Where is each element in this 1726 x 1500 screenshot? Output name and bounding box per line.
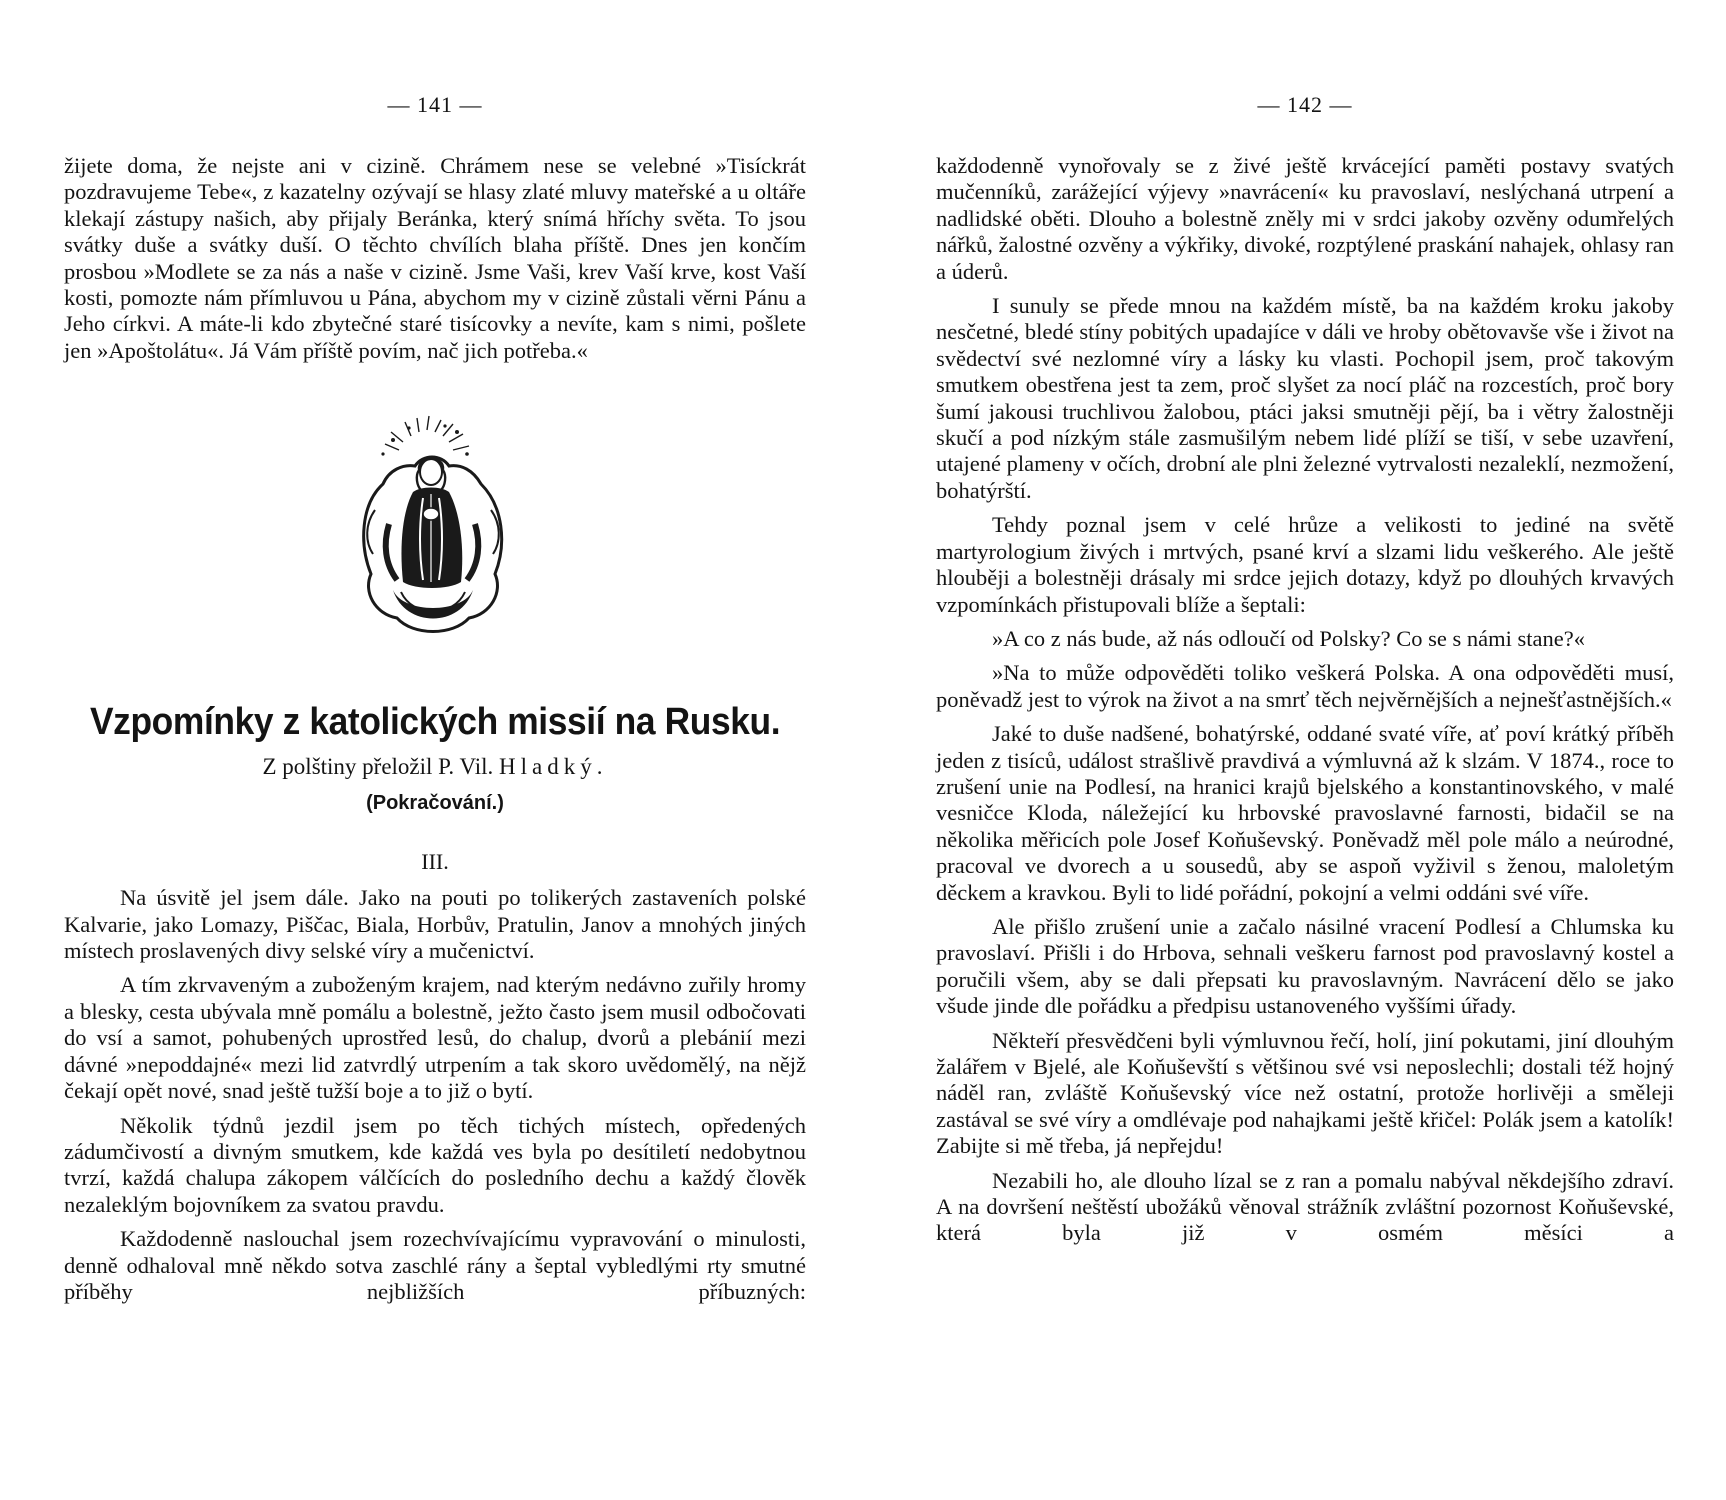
translator-name: Hladký. xyxy=(499,754,608,780)
paragraph: Na úsvitě jel jsem dále. Jako na pouti po tolikerých zastaveních polské Kalvarie, jako Lomazy, Piščac, Biala, Horbův, Pratulin, Janov a mnohých jiných místech proslavených divy selské víry a mučenictví. xyxy=(64,885,806,964)
madonna-icon xyxy=(353,414,513,644)
paragraph: Tehdy poznal jsem v celé hrůze a velikosti to jediné na světě martyrologium živých i mrtvých, psané krví a slzami lidu veškerého. Ale ještě hlouběji a bolestněji drásaly mi srdce jejich dotazy, když po dlouhých krvavých vzpomínkách přistupovali blíže a šeptali: xyxy=(936,512,1674,617)
paragraph: »A co z nás bude, až nás odloučí od Polsky? Co se s námi stane?« xyxy=(992,625,1586,651)
page-number: — 142 — xyxy=(1257,92,1353,117)
right-page-body xyxy=(936,153,1674,1247)
paragraph: Jaké to duše nadšené, bohatýrské, oddané svaté víře, ať poví krátký příběh jeden z tisíců, událost strašlivě pravdivá a výmluvná až k slzám. V 1874., roce to zrušení unie na Podlesí, na hranici krajů bjelského a konstantinovského, v malé vesničce Kloda, náležející ku hrbovské pravoslavné farnosti, bidačil se na několika měřicích pole Josef Koňuševský. Poněvadž měl pole málo a neúrodné, pracoval ve dvorech a u sousedů, aby se aspoň vyživil s ženou, maloletým děckem a kravkou. Byli to lidé pořádní, pokojní a velmi oddáni své víře. xyxy=(936,721,1674,905)
byline-prefix: Z polštiny přeložil P. Vil. xyxy=(262,754,494,780)
paragraph: »Na to může odpověděti toliko veškerá Polska. A ona odpověděti musí, poněvadž jest to výrok na život a na smrť těch nejvěrnějších a nejnešťastnějších.« xyxy=(936,660,1674,712)
continuation-note: (Pokračování.) xyxy=(366,792,504,815)
paragraph: A tím zkrvaveným a zuboženým krajem, nad kterým nedávno zuřily hromy a blesky, cesta ubývala mně pomálu a bolestně, ježto často jsem musil odbočovati do vsí a samot, pohubených uprostřed lesů, do chalup, dvorů a plebánií mezi dávné »nepoddajné« mezi lid zatvrdlý utrpením a tak skoro uvědomělý, na nějž čekají opět nové, snad ještě tužší boje a to již o bytí. xyxy=(64,972,806,1104)
paragraph: Několik týdnů jezdil jsem po těch tichých místech, opředených zádumčivostí a divným smutkem, kde každá ves byla po desítiletí nedobytnou tvrzí, každá chalupa zákopem válčících do posledního dechu a každý člověk nezaleklým bojovníkem za svatou pravdu. xyxy=(64,1112,806,1217)
paragraph: Ale přišlo zrušení unie a začalo násilné vracení Podlesí a Chlumska ku pravoslaví. Přišli i do Hrbova, sehnali veškeru farnost pod pravoslavný kostel a poručili všem, aby se dali přepsati ku pravoslavným. Navrácení dělo se jako všude jinde dle pořádku a předpisu ustanoveného vyššími úřady. xyxy=(936,913,1674,1019)
translator-byline xyxy=(64,754,806,780)
left-page-body xyxy=(64,153,806,1305)
article-title: Vzpomínky z katolických missií na Rusku. xyxy=(89,701,781,744)
paragraph: Nezabili ho, ale dlouho lízal se z ran a pomalu nabýval někdejšího zdraví. A na dovršení neštěstí ubožáků věnoval strážník zvláštní pozornost Koňuševské, která byla již v osmém měsíci a xyxy=(936,1167,1674,1246)
paragraph: I sunuly se přede mnou na každém místě, ba na každém kroku jakoby nesčetné, bledé stíny pobitých upadajíce v dáli ve hroby obětovavše vše i život na svědectví své nezlomné víry a lásky ku vlasti. Pochopil jsem, proč takovým smutkem obestřena jest ta zem, proč slyšet za nocí pláč na rozcestích, proč bory šumí jakousi truchlivou žalobou, ptáci jaksi smutněji pějí, ba i větry žalostněji skučí a pod nízkým stále zasmušilým nebem lidé plíží se tiší, v sebe uzavření, utajené plameny v očích, drobní ale plni železné vytrvalosti nezaleklí, nezmožení, bohatýrští. xyxy=(936,293,1674,503)
section-number: III. xyxy=(421,849,449,875)
paragraph: Každodenně naslouchal jsem rozechvívajícímu vypravování o minulosti, denně odhaloval mně někdo sotva zaschlé rány a šeptal vybledlými rty smutné příběhy nejbližších příbuzných: xyxy=(64,1226,806,1304)
madonna-illustration xyxy=(353,414,513,644)
paragraph: Někteří přesvědčeni byli výmluvnou řečí, holí, jiní pokutami, jiní dlouhým žalářem v Bjelé, ale Koňuševští s většinou své vsi neposlechli; dostali též hojný náděl ran, zvláště Koňuševský více než ostatní, protože horlivěji a směleji zastával se své víry a omdlévaje pod nahajkami ještě křičel: Polák jsem a katolík! Zabijte si mě třeba, já nepřejdu! xyxy=(936,1027,1674,1159)
page-number: — 141 — xyxy=(387,92,483,117)
intro-paragraph: žijete doma, že nejste ani v cizině. Chrámem nese se velebné »Tisíckrát pozdravujeme Tebe«, z kazatelny ozývají se hlasy zlaté mluvy mateřské a u oltáře klekají zástupy našich, aby přijaly Beránka, který snímá hříchy světa. To jsou svátky duše a svátky duší. O těchto chvílích blaha příště. Dnes jen končím prosbou »Modlete se za nás a naše v cizině. Jsme Vaši, krev Vaší krve, kost Vaší kosti, pomozte nám přímluvou u Pána, abychom my v cizině zůstali věrni Pánu a Jeho církvi. A máte-li kdo zbytečné staré tisícovky a nevíte, kam s nimi, pošlete jen »Apoštolátu«. Já Vám příště povím, nač jich potřeba.« xyxy=(64,153,806,363)
paragraph: každodenně vynořovaly se z živé ještě krvácející paměti postavy svatých mučenníků, zarážející výjevy »navrácení« ku pravoslaví, neslýchaná utrpení a nadlidské oběti. Dlouho a bolestně zněly mi v srdci jakoby ozvěny odumřelých nářků, žalostné ozvěny a výkřiky, divoké, rozptýlené praskání nahajek, ohlasy ran a úderů. xyxy=(936,153,1674,284)
